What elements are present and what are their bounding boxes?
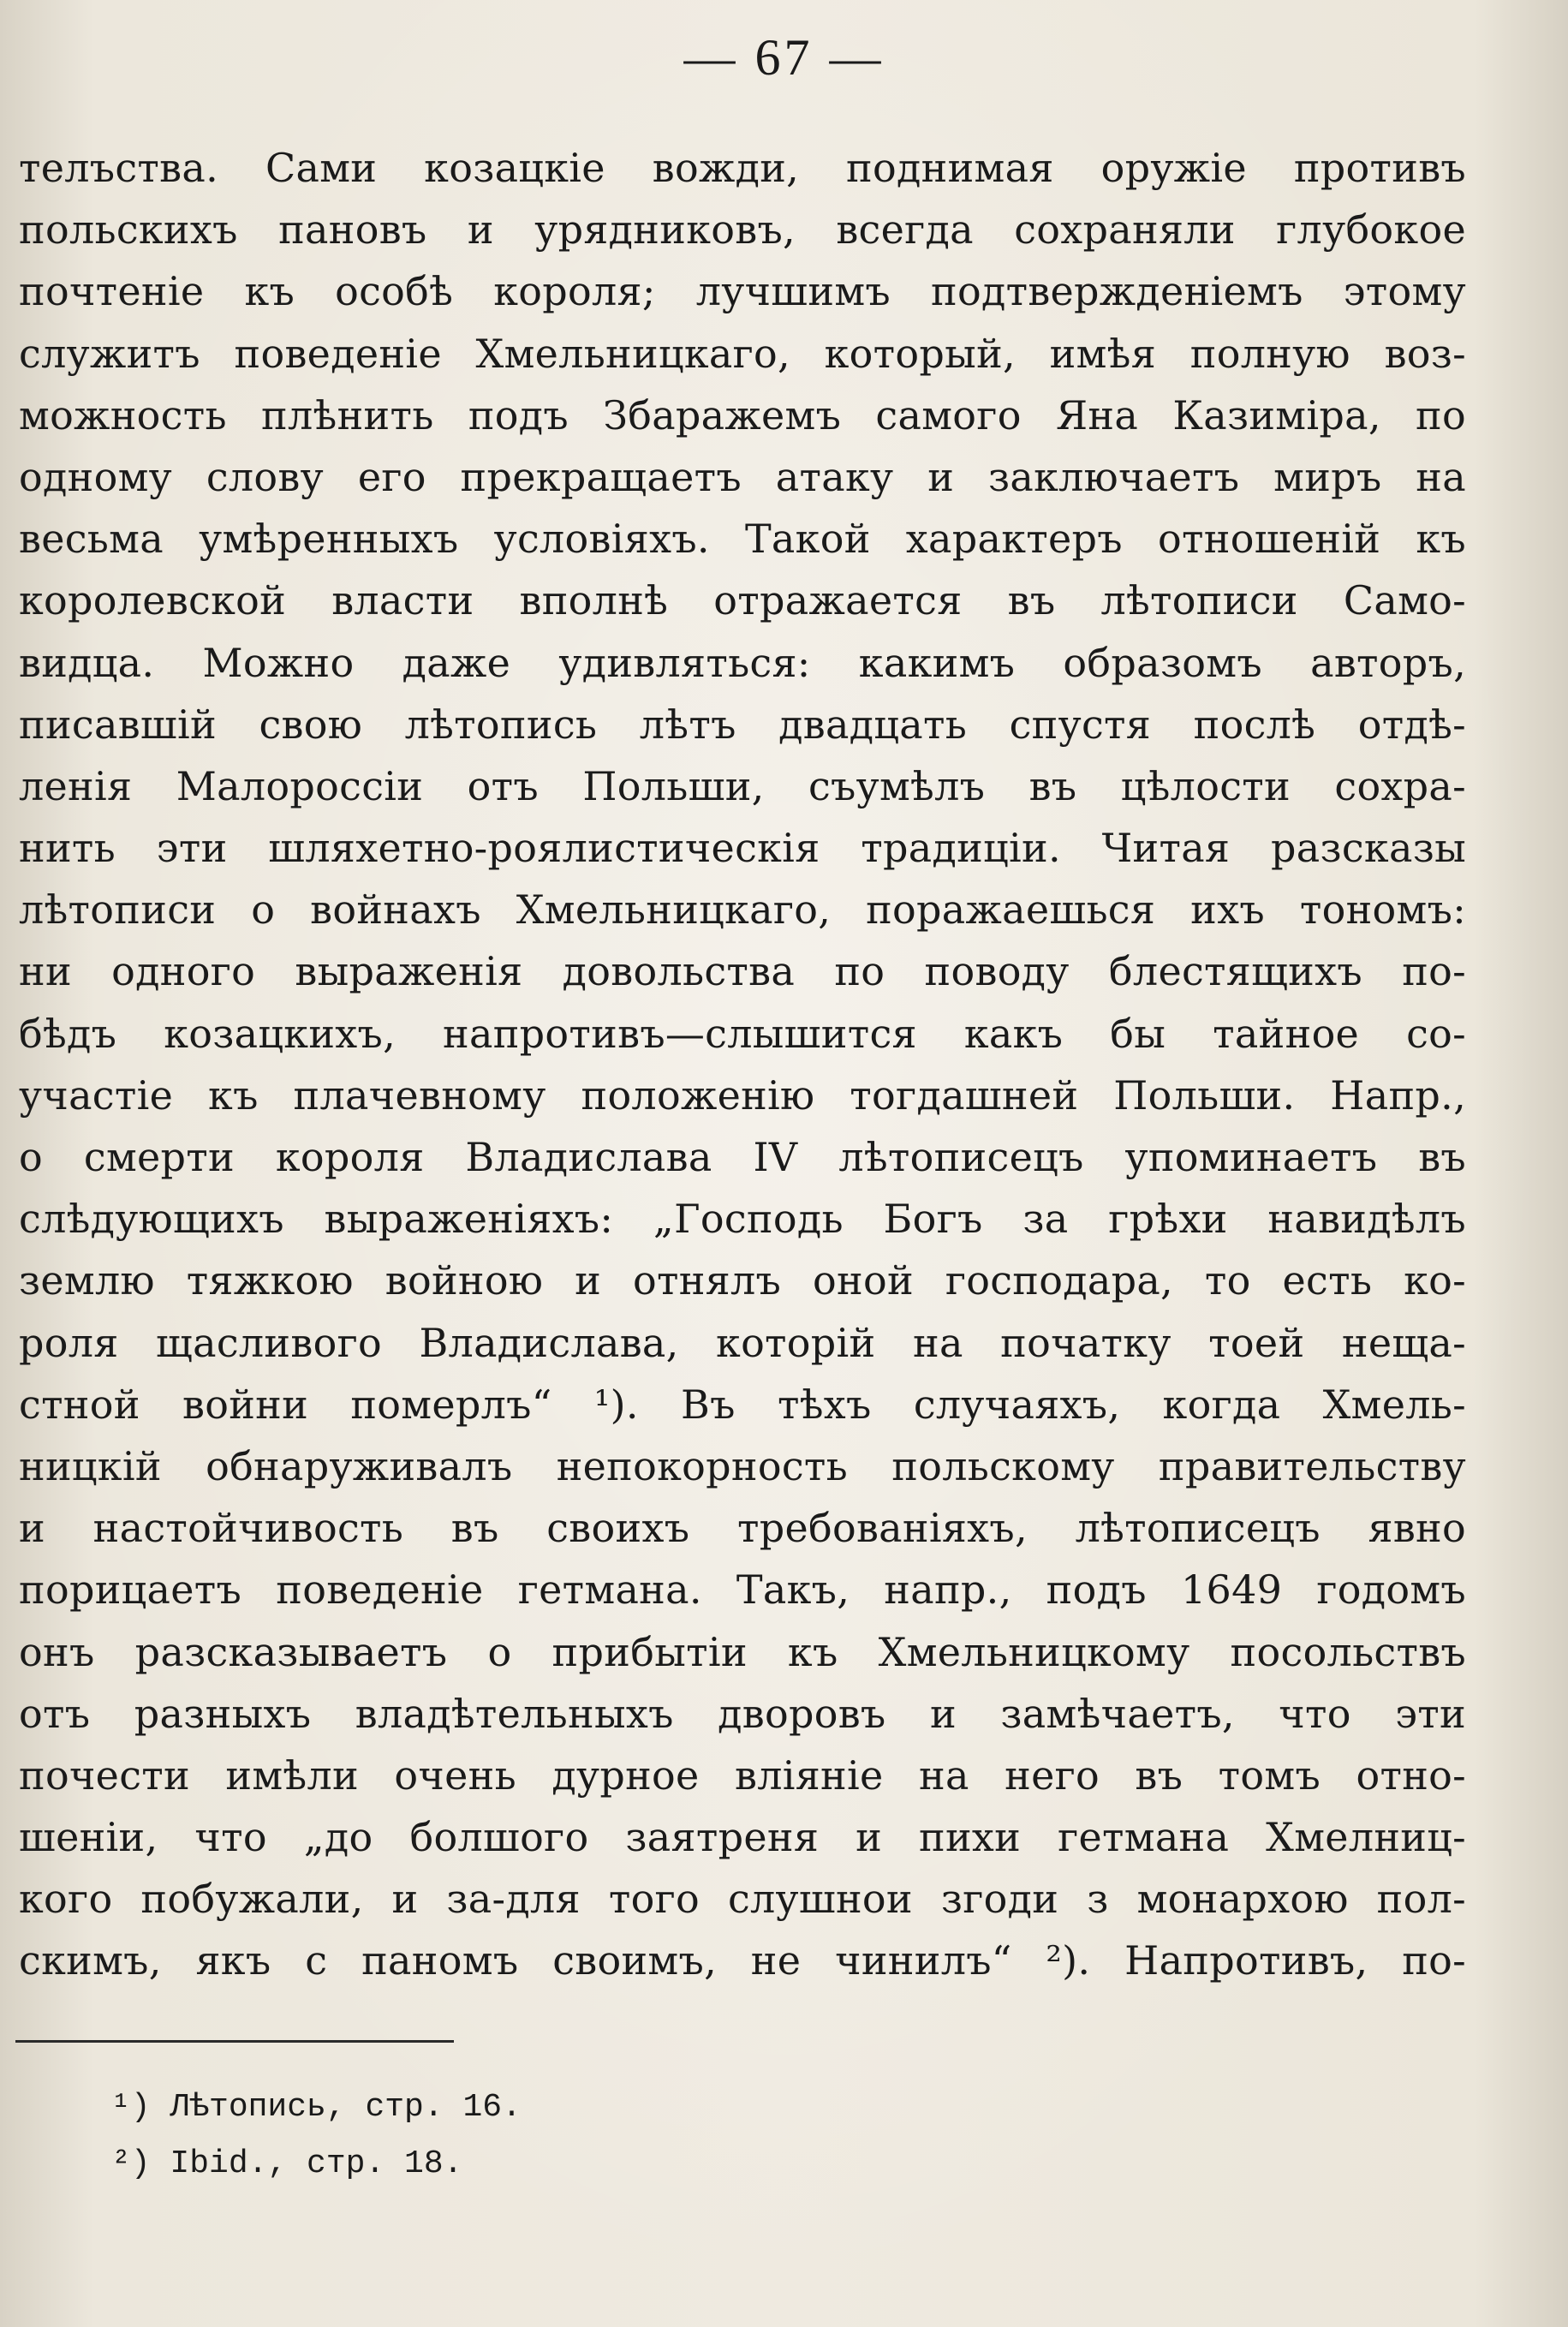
page-number: — 67 — xyxy=(683,29,885,86)
text-line: одному слову его прекращаетъ атаку и заключаетъ миръ на xyxy=(19,453,1466,500)
text-line: слѣдующихъ выраженіяхъ: „Господь Богъ за грѣхи навидѣлъ xyxy=(19,1196,1466,1243)
text-line: онъ разсказываетъ о прибытіи къ Хмельницкому посольствъ xyxy=(19,1628,1466,1675)
text-line: ленія Малороссіи отъ Польши, съумѣлъ въ цѣлости сохра- xyxy=(19,762,1466,809)
text-line: бѣдъ козацкихъ, напротивъ—слышится какъ бы тайное со- xyxy=(19,1010,1466,1057)
footnote: ¹) Лѣтопись, стр. 16. xyxy=(111,2089,522,2126)
text-line: отъ разныхъ владѣтельныхъ дворовъ и замѣчаетъ, что эти xyxy=(19,1690,1466,1737)
text-line: лѣтописи о войнахъ Хмельницкаго, поражаешься ихъ тономъ: xyxy=(19,886,1466,934)
body-text xyxy=(19,137,1466,1992)
text-line: служитъ поведеніе Хмельницкаго, который, имѣя полную воз- xyxy=(19,330,1466,377)
text-line: стной войни померлъ“ ¹). Въ тѣхъ случаяхъ, когда Хмель- xyxy=(19,1381,1466,1428)
text-line: землю тяжкою войною и отнялъ оной господара, то есть ко- xyxy=(19,1257,1466,1304)
text-line: ницкій обнаруживалъ непокорность польскому правительству xyxy=(19,1442,1466,1489)
text-line: кого побужали, и за-для того слушнои згоди з монархою пол- xyxy=(19,1876,1466,1923)
text-line: порицаетъ поведеніе гетмана. Такъ, напр., подъ 1649 годомъ xyxy=(19,1566,1466,1614)
footnotes xyxy=(111,2079,882,2193)
footnote: ²) Ibid., стр. 18. xyxy=(111,2145,463,2182)
text-line: скимъ, якъ с паномъ своимъ, не чинилъ“ ²). Напротивъ, по- xyxy=(19,1937,1466,1984)
text-line: шеніи, что „до болшого заятреня и пихи гетмана Хмелниц- xyxy=(19,1814,1466,1861)
text-line: писавшій свою лѣтопись лѣтъ двадцать спустя послѣ отдѣ- xyxy=(19,701,1466,748)
text-line: нить эти шляхетно-роялистическія традиціи. Читая разсказы xyxy=(19,825,1466,872)
text-line: участіе къ плачевному положенію тогдашней Польши. Напр., xyxy=(19,1071,1466,1119)
text-line: почести имѣли очень дурное вліяніе на него въ томъ отно- xyxy=(19,1751,1466,1799)
text-line: ни одного выраженія довольства по поводу блестящихъ по- xyxy=(19,948,1466,995)
text-line: видца. Можно даже удивляться: какимъ образомъ авторъ, xyxy=(19,639,1466,686)
text-line: почтеніе къ особѣ короля; лучшимъ подтвержденіемъ этому xyxy=(19,268,1466,315)
text-line: польскихъ пановъ и урядниковъ, всегда сохраняли глубокое xyxy=(19,206,1466,254)
text-line: телъства. Сами козацкіе вожди, поднимая оружіе противъ xyxy=(19,145,1466,191)
text-line: роля щасливого Владислава, которій на початку тоей нещa- xyxy=(19,1319,1466,1366)
text-line: о смерти короля Владислава IV лѣтописецъ упоминаетъ въ xyxy=(19,1134,1466,1180)
text-line: королевской власти вполнѣ отражается въ лѣтописи Само- xyxy=(19,577,1466,624)
text-line: и настойчивость въ своихъ требованіяхъ, лѣтописецъ явно xyxy=(19,1505,1466,1552)
footnote-divider xyxy=(15,2040,454,2043)
text-line: весьма умѣренныхъ условіяхъ. Такой характеръ отношеній къ xyxy=(19,516,1466,563)
text-line: можность плѣнить подъ Збаражемъ самого Яна Казиміра, по xyxy=(19,391,1466,439)
